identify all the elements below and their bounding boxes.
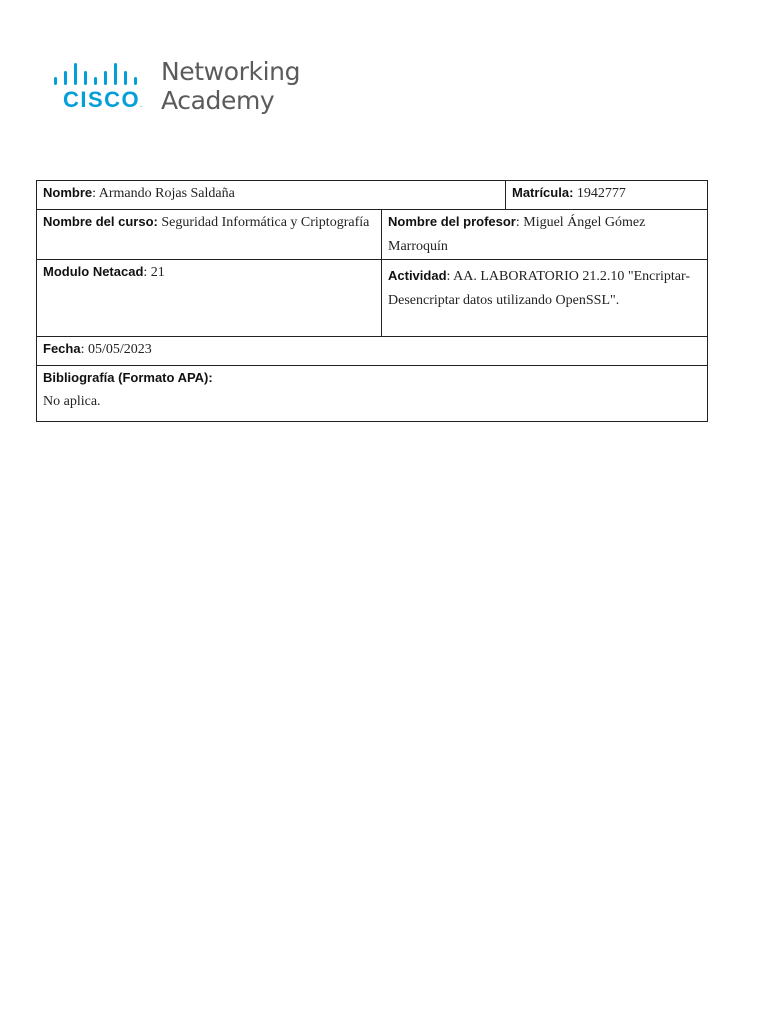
table-row xyxy=(37,210,708,260)
logo-networking-text: Networking xyxy=(161,57,301,86)
table-row xyxy=(37,260,708,337)
nombre-value: Armando Rojas Saldaña xyxy=(98,186,235,201)
fecha-value: 05/05/2023 xyxy=(87,342,152,357)
nombre-cell: Nombre: Armando Rojas Saldaña xyxy=(37,181,506,210)
table-row xyxy=(37,181,708,210)
cisco-networking-academy-logo xyxy=(54,58,304,120)
bibliografia-cell xyxy=(37,366,708,422)
table-row xyxy=(37,366,708,422)
curso-value: Seguridad Informática y Criptografía xyxy=(161,215,370,230)
nombre-label: Nombre xyxy=(43,185,93,200)
fecha-cell: Fecha: 05/05/2023 xyxy=(37,337,708,366)
modulo-value: 21 xyxy=(150,265,165,280)
matricula-value: 1942777 xyxy=(576,186,626,201)
cisco-wordmark: CISCO. xyxy=(63,87,142,112)
modulo-cell: Modulo Netacad: 21 xyxy=(37,260,382,337)
profesor-cell: Nombre del profesor: Miguel Ángel Gómez Marroquín xyxy=(382,210,708,260)
profesor-value: Miguel Ángel Gómez Marroquín xyxy=(388,215,646,254)
profesor-label: Nombre del profesor xyxy=(388,214,516,229)
bibliografia-label: Bibliografía (Formato APA): xyxy=(43,370,213,385)
curso-cell xyxy=(37,210,382,260)
curso-label: Nombre del curso: xyxy=(43,214,158,229)
table-row xyxy=(37,337,708,366)
matricula-cell xyxy=(506,181,708,210)
actividad-label: Actividad xyxy=(388,268,447,283)
fecha-label: Fecha xyxy=(43,341,81,356)
bibliografia-value: No aplica. xyxy=(43,394,101,409)
matricula-label: Matrícula: xyxy=(512,185,574,200)
actividad-cell: Actividad: AA. LABORATORIO 21.2.10 "Encriptar-Desencriptar datos utilizando OpenSSL". xyxy=(382,260,708,337)
cisco-bars-icon xyxy=(54,63,152,85)
cover-info-table xyxy=(36,180,708,422)
actividad-value: AA. LABORATORIO 21.2.10 "Encriptar-Desencriptar datos utilizando OpenSSL". xyxy=(388,269,691,308)
logo-academy-text: Academy xyxy=(161,86,275,115)
modulo-label: Modulo Netacad xyxy=(43,264,144,279)
